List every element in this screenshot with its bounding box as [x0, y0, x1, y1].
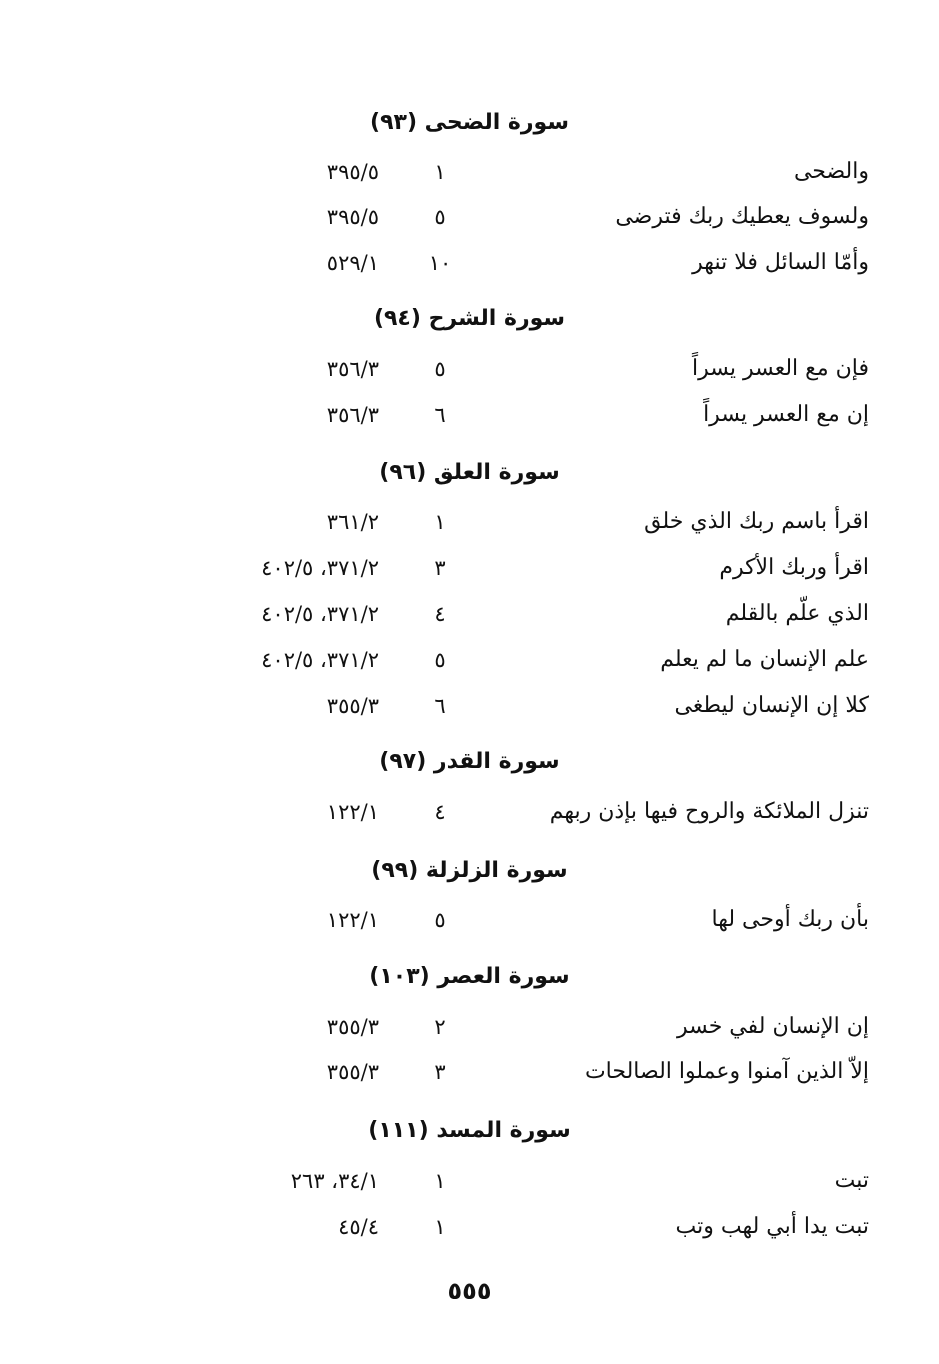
index-row: [0, 505, 939, 539]
page-reference: ٣٩٥/٥: [326, 205, 379, 229]
surah-title: سورة العصر (١٠٣): [369, 964, 570, 989]
page-reference: ٣٧١/٢، ٤٠٢/٥: [261, 602, 379, 626]
verse-number: ١٠: [428, 251, 452, 275]
page-reference: ٣٦١/٢: [326, 510, 379, 534]
verse-number: ٣: [434, 1060, 446, 1084]
verse-text: تبت يدا أبي لهب وتب: [675, 1214, 869, 1239]
surah-title: سورة المسد (١١١): [368, 1118, 571, 1143]
verse-number: ٥: [434, 908, 446, 932]
page-reference: ١٢٢/١: [326, 800, 379, 824]
verse-text: علم الإنسان ما لم يعلم: [660, 647, 869, 672]
verse-text: إلاّ الذين آمنوا وعملوا الصالحات: [584, 1059, 869, 1084]
index-row: [0, 246, 939, 280]
verse-number: ٥: [434, 357, 446, 381]
verse-text: وأمّا السائل فلا تنهر: [692, 250, 869, 275]
index-row: [0, 1164, 939, 1198]
verse-text: إن الإنسان لفي خسر: [676, 1014, 869, 1039]
verse-text: تنزل الملائكة والروح فيها بإذن ربهم: [549, 799, 869, 824]
surah-title: سورة الزلزلة (٩٩): [371, 858, 568, 883]
index-row: [0, 1055, 939, 1089]
index-row: [0, 200, 939, 234]
verse-number: ٥: [434, 205, 446, 229]
verse-text: بأن ربك أوحى لها: [711, 907, 869, 932]
verse-number: ٤: [434, 800, 446, 824]
page-reference: ٤٥/٤: [338, 1215, 379, 1239]
verse-number: ٤: [434, 602, 446, 626]
verse-number: ٢: [434, 1015, 446, 1039]
surah-title: سورة الضحى (٩٣): [370, 110, 569, 135]
index-row: [0, 155, 939, 189]
surah-title: سورة الشرح (٩٤): [373, 306, 566, 331]
verse-text: ولسوف يعطيك ربك فترضى: [615, 204, 869, 229]
page-reference: ٣٤/١، ٢٦٣: [290, 1169, 379, 1193]
index-row: [0, 597, 939, 631]
index-row: [0, 643, 939, 677]
index-row: [0, 1010, 939, 1044]
page-reference: ٣٥٥/٣: [326, 1060, 379, 1084]
verse-number: ١: [434, 510, 446, 534]
surah-title: سورة القدر (٩٧): [379, 749, 560, 774]
index-row: [0, 1210, 939, 1244]
page-reference: ٣٥٥/٣: [326, 1015, 379, 1039]
verse-number: ٥: [434, 648, 446, 672]
verse-text: تبت: [834, 1168, 869, 1193]
verse-number: ٦: [434, 694, 446, 718]
page-number: ٥٥٥: [447, 1277, 492, 1305]
page-reference: ٣٥٦/٣: [326, 403, 379, 427]
verse-text: إن مع العسر يسراً: [703, 402, 869, 427]
page-reference: ٣٥٥/٣: [326, 694, 379, 718]
verse-number: ١: [434, 1215, 446, 1239]
verse-text: الذي علّم بالقلم: [725, 601, 869, 626]
verse-text: والضحى: [793, 159, 869, 184]
verse-number: ٦: [434, 403, 446, 427]
page-reference: ٣٥٦/٣: [326, 357, 379, 381]
index-row: [0, 689, 939, 723]
verse-text: كلا إن الإنسان ليطغى: [674, 693, 869, 718]
index-row: [0, 795, 939, 829]
page-reference: ٣٧١/٢، ٤٠٢/٥: [261, 648, 379, 672]
index-row: [0, 903, 939, 937]
verse-number: ٣: [434, 556, 446, 580]
index-row: [0, 352, 939, 386]
verse-number: ١: [434, 160, 446, 184]
verse-text: اقرأ وربك الأكرم: [719, 555, 869, 580]
page-reference: ٣٩٥/٥: [326, 160, 379, 184]
page-reference: ١٢٢/١: [326, 908, 379, 932]
index-row: [0, 398, 939, 432]
verse-text: اقرأ باسم ربك الذي خلق: [644, 509, 869, 534]
verse-text: فإن مع العسر يسراً: [691, 356, 869, 381]
page-reference: ٥٢٩/١: [326, 251, 379, 275]
surah-title: سورة العلق (٩٦): [379, 460, 560, 485]
page-reference: ٣٧١/٢، ٤٠٢/٥: [261, 556, 379, 580]
index-row: [0, 551, 939, 585]
verse-number: ١: [434, 1169, 446, 1193]
